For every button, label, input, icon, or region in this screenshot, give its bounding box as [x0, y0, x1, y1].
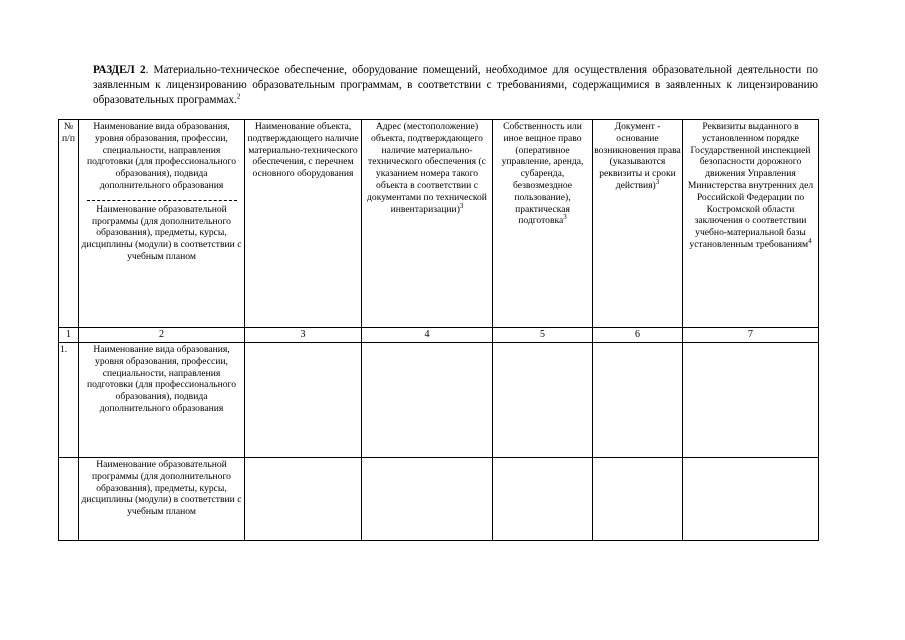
header-col-address	[362, 120, 493, 328]
column-number: 7	[683, 328, 819, 343]
header-col-ownership	[493, 120, 593, 328]
column-number: 1	[59, 328, 79, 343]
row-number	[59, 458, 79, 541]
empty-cell[interactable]	[593, 343, 683, 458]
empty-cell[interactable]	[362, 458, 493, 541]
header-col-object: Наименование объекта, подтверждающего наличие материально-технического обеспечения, с перечнем основного оборудования	[245, 120, 362, 328]
header-col-program-bottom: Наименование образовательной программы (для дополнительного образования), предметы, курсы, дисциплины (модули) в соответствии с учебным планом	[81, 203, 242, 262]
header-col-requisites	[683, 120, 819, 328]
column-number: 6	[593, 328, 683, 343]
header-col-requisites-text: Реквизиты выданного в установленном порядке Государственной инспекцией безопасности дорожного движения Управления Министерства внутренних дел Российской Федерации по Костромской области заключения о соответствии учебно-материальной базы установленным требованиям	[687, 121, 814, 250]
section-intro	[93, 63, 818, 108]
row-number: 1.	[59, 343, 79, 458]
equipment-table	[58, 119, 819, 541]
column-number: 3	[245, 328, 362, 343]
empty-cell[interactable]	[362, 343, 493, 458]
header-col-program	[79, 120, 245, 328]
row-program-cell: Наименование вида образования, уровня образования, профессии, специальности, направления подготовки (для профессионального образования), подвида дополнительного образования	[79, 343, 245, 458]
header-col-address-text: Адрес (местоположение) объекта, подтверждающего наличие материально-технического обеспечения (с указанием номера такого объекта в соответствии с документами по технической инвентаризации)	[367, 121, 487, 215]
footnote-marker: 3	[459, 201, 464, 210]
section-description: . Материально-техническое обеспечение, оборудование помещений, необходимое для осуществления образовательной деятельности по заявленным к лицензированию образовательным программам, в соответствии с требованиями, содержащимися в заявленных к лицензированию образовательных программах.	[93, 64, 818, 106]
column-number: 2	[79, 328, 245, 343]
footnote-marker: 3	[655, 177, 660, 186]
empty-cell[interactable]	[245, 343, 362, 458]
footnote-marker: 2	[236, 92, 241, 101]
footnote-marker: 4	[808, 236, 812, 245]
dashed-divider	[87, 200, 237, 201]
header-col-document-text: Документ - основание возникновения права (указываются реквизиты и сроки действия)	[594, 121, 681, 191]
table-row	[59, 343, 819, 458]
empty-cell[interactable]	[683, 458, 819, 541]
column-number: 4	[362, 328, 493, 343]
empty-cell[interactable]	[593, 458, 683, 541]
header-col-program-top: Наименование вида образования, уровня образования, профессии, специальности, направления подготовки (для профессионального образования), подвида дополнительного образования	[86, 121, 237, 191]
row-program-cell: Наименование образовательной программы (для дополнительного образования), предметы, курсы, дисциплины (модули) в соответствии с учебным планом	[79, 458, 245, 541]
table-row	[59, 458, 819, 541]
section-label: РАЗДЕЛ 2	[93, 64, 146, 76]
empty-cell[interactable]	[683, 343, 819, 458]
column-number: 5	[493, 328, 593, 343]
empty-cell[interactable]	[493, 343, 593, 458]
header-col-ownership-text: Собственность или иное вещное право (оперативное управление, аренда, субаренда, безвозмездное пользование), практическая подготовка	[501, 121, 584, 227]
empty-cell[interactable]	[245, 458, 362, 541]
header-col-document	[593, 120, 683, 328]
header-col-number: № п/п	[59, 120, 79, 328]
empty-cell[interactable]	[493, 458, 593, 541]
column-number-row	[59, 328, 819, 343]
footnote-marker: 3	[563, 213, 567, 222]
header-row	[59, 120, 819, 328]
